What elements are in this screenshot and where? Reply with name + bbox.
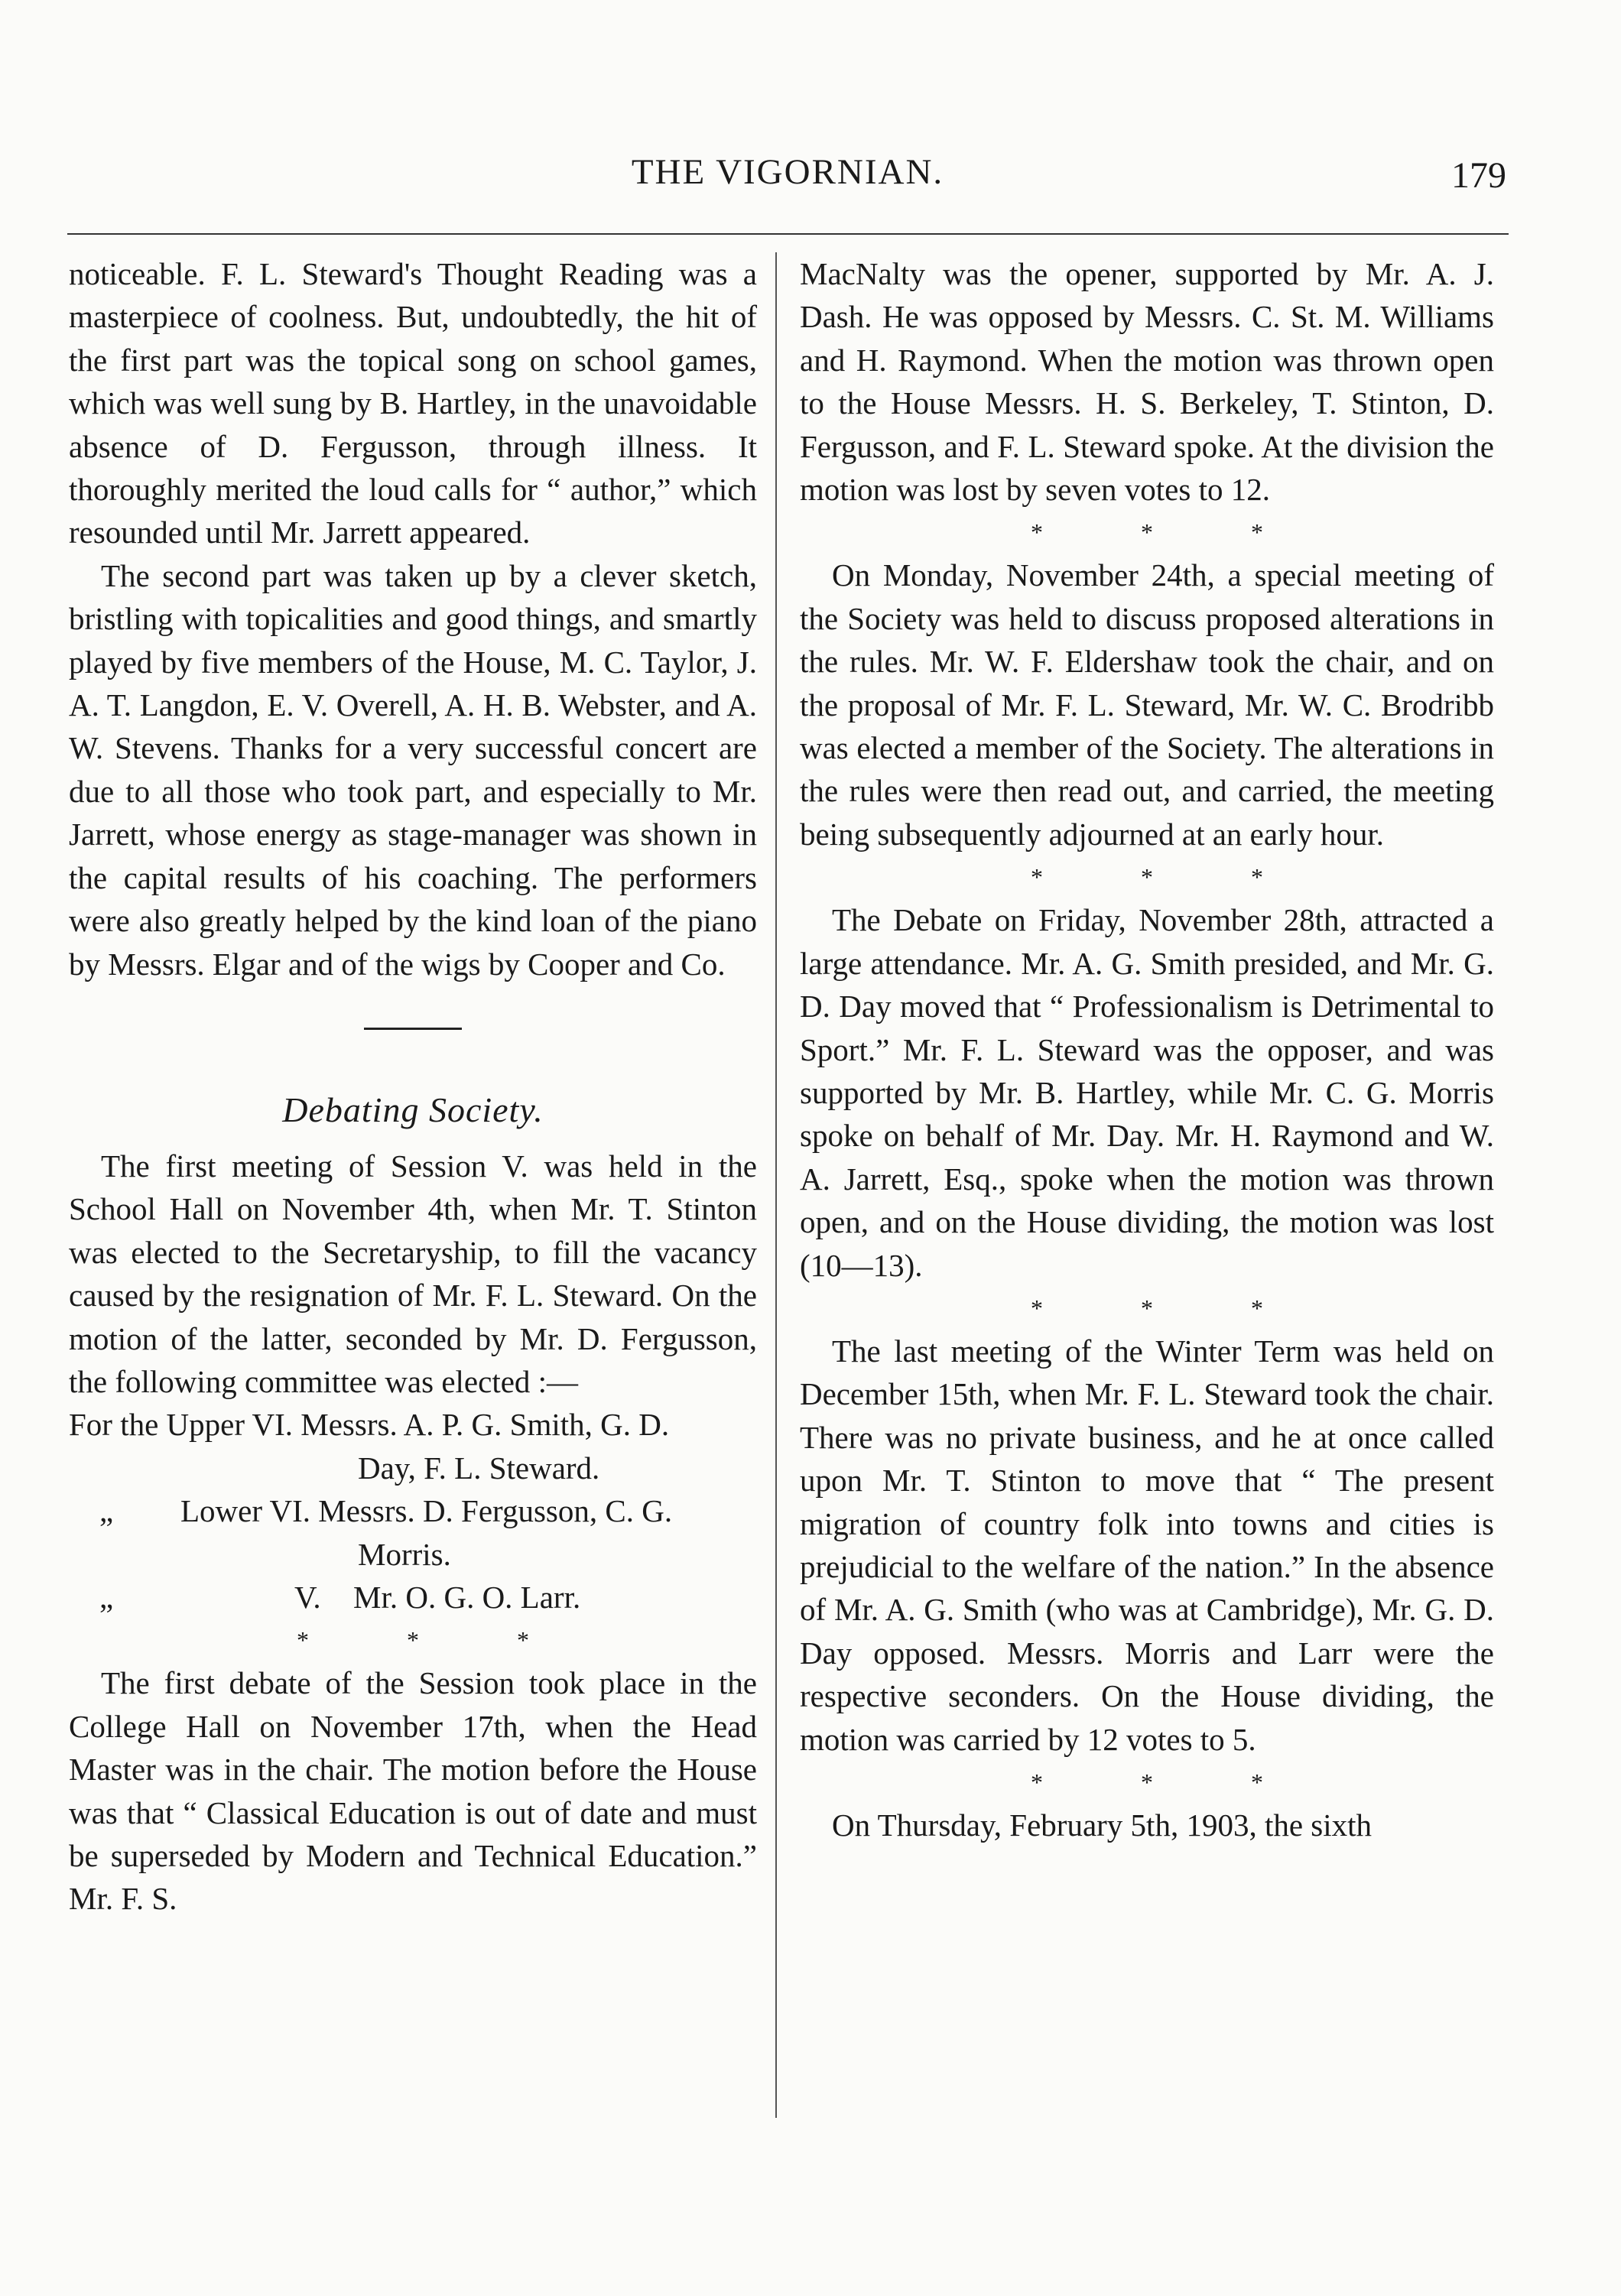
paragraph-first-debate: The first debate of the Session took place in the College Hall on November 17th, when the Head Master was in the chair. The motion before the House was that “ Classical Education is out of date and must be superseded by Modern and Technical Education.” Mr. F. S. [69, 1665, 757, 1917]
running-title: THE VIGORNIAN. [631, 152, 944, 192]
committee-row-v [69, 1576, 757, 1619]
asterism: * * * [1031, 518, 1309, 547]
committee-upper-vi-cont: Day, F. L. Steward. [358, 1450, 600, 1486]
paragraph-winter-term-meeting: The last meeting of the Winter Term was held on December 15th, when Mr. F. L. Steward took the chair. There was no private business, and he at once called upon Mr. T. Stinton to move that “ The present migration of country folk into towns and cities is prejudicial to the welfare of the nation.” In the absence of Mr. A. G. Smith (who was at Cambridge), Mr. G. D. Day opposed. Messrs. Morris and Larr were the respective seconders. On the House dividing, the motion was carried by 12 votes to 5. [800, 1333, 1494, 1757]
paragraph-second-part: The second part was taken up by a clever sketch, bristling with topicalities and good things, and smartly played by five members of the House, M. C. Taylor, J. A. T. Langdon, E. V. Overell, A. H. B. Webster, and A. W. Stevens. Thanks for a very successful concert are due to all those who took part, and especially to Mr. Jarrett, whose energy as stage-manager was shown in the capital results of his coaching. The performers were also greatly helped by the kind loan of the piano by Messrs. Elgar and of the wigs by Cooper and Co. [69, 557, 757, 982]
committee-v-form: V. [294, 1579, 321, 1615]
ditto-mark: „ [99, 1493, 114, 1529]
asterism: * * * [297, 1626, 575, 1655]
paragraph-first-meeting: The first meeting of Session V. was held in the School Hall on November 4th, when Mr. T. Stinton was elected to the Secretaryship, to fill the vacancy caused by the resignation of Mr. F. L. Steward. On the motion of the latter, seconded by Mr. D. Fergusson, the following committee was elected :— [69, 1148, 757, 1399]
right-column [800, 252, 1494, 1846]
committee-list [69, 1403, 757, 1619]
paragraph-professionalism-debate: The Debate on Friday, November 28th, attracted a large attendance. Mr. A. G. Smith presided, and Mr. G. D. Day moved that “ Professionalism is Detrimental to Sport.” Mr. F. L. Steward was the opposer, and was supported by Mr. B. Hartley, while Mr. C. G. Morris spoke on behalf of Mr. Day. Mr. H. Raymond and W. A. Jarrett, Esq., spoke when the motion was thrown open, and on the House dividing, the motion was lost (10—13). [800, 902, 1494, 1283]
page-number: 179 [1451, 155, 1506, 196]
committee-lower-vi-cont: Morris. [358, 1536, 451, 1572]
paragraph-special-meeting: On Monday, November 24th, a special meeting of the Society was held to discuss proposed alterations in the rules. Mr. W. F. Eldershaw took the chair, and on the proposal of Mr. F. L. Steward, Mr. W. C. Brodribb was elected a member of the Society. The alterations in the rules were then read out, and carried, the meeting being subsequently adjourned at an early hour. [800, 557, 1494, 852]
column-divider [775, 252, 777, 2118]
committee-v-names: Mr. O. G. O. Larr. [353, 1579, 581, 1615]
paragraph-concert-continued: noticeable. F. L. Steward's Thought Reading was a masterpiece of coolness. But, undoubtedly, the hit of the first part was the topical song on school games, which was well sung by B. Hartley, in the unavoidable absence of D. Fergusson, through illness. It thoroughly merited the loud calls for “ author,” which resounded until Mr. Jarrett appeared. [69, 256, 757, 550]
page-header [69, 145, 1506, 229]
header-rule [67, 233, 1509, 235]
asterism: * * * [1031, 863, 1309, 891]
paragraph-macnalty: MacNalty was the opener, supported by Mr. A. J. Dash. He was opposed by Messrs. C. St. M. Williams and H. Raymond. When the motion was thrown open to the House Messrs. H. S. Berkeley, T. Stinton, D. Fergusson, and F. L. Steward spoke. At the division the motion was lost by seven votes to 12. [800, 256, 1494, 508]
committee-lower-vi-line: Lower VI. Messrs. D. Fergusson, C. G. [180, 1493, 673, 1529]
committee-upper-vi-line: For the Upper VI. Messrs. A. P. G. Smith, G. D. [69, 1407, 670, 1443]
asterism: * * * [1031, 1294, 1309, 1322]
committee-row-lower-vi [69, 1489, 757, 1532]
paragraph-february-meeting: On Thursday, February 5th, 1903, the sixth [832, 1807, 1372, 1843]
left-column [69, 252, 757, 1921]
section-heading-debating-society: Debating Society. [282, 1090, 544, 1129]
section-divider [364, 1028, 462, 1030]
ditto-mark: „ [99, 1579, 114, 1615]
committee-row-upper-vi [69, 1403, 757, 1446]
asterism: * * * [1031, 1768, 1309, 1796]
